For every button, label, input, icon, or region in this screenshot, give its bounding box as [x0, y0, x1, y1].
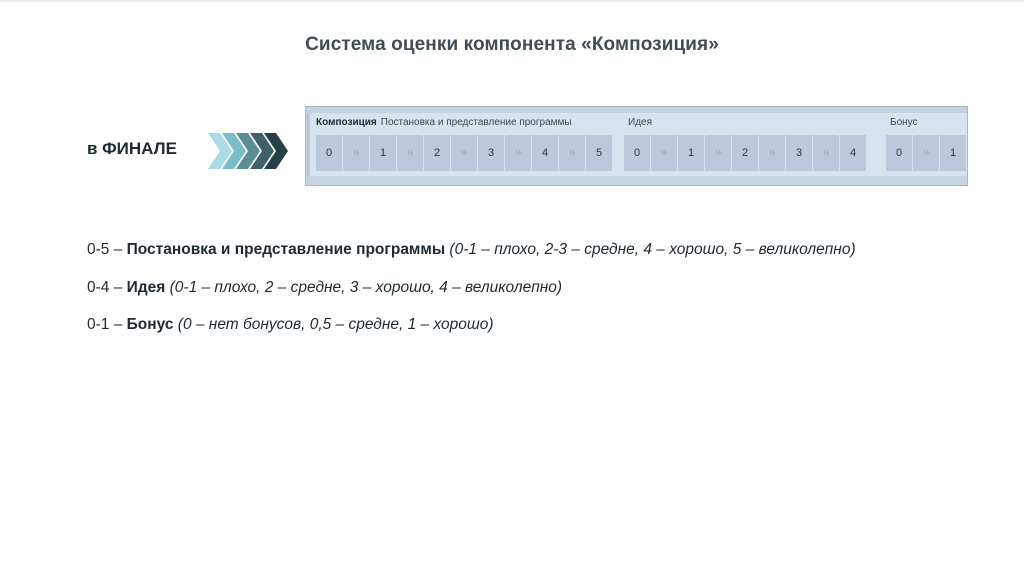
- top-border-line: [0, 0, 1024, 2]
- scoresheet-left-edge: [306, 113, 310, 177]
- rule-description: (0 – нет бонусов, 0,5 – средне, 1 – хорошо): [177, 316, 494, 333]
- rule-range: 0-1 –: [87, 316, 123, 333]
- score-cell: 1: [678, 135, 704, 171]
- group-title: Бонус: [890, 117, 918, 128]
- rule-description: (0-1 – плохо, 2-3 – средне, 4 – хорошо, 5 – великолепно): [449, 241, 856, 258]
- scoresheet-group-bonus: [886, 115, 967, 171]
- group-header: [886, 115, 967, 135]
- group-header: [316, 115, 613, 135]
- chevron-arrows-icon: [208, 133, 292, 169]
- score-cell: 0: [624, 135, 650, 171]
- rule-line: [87, 279, 856, 317]
- score-cell-half: ½: [759, 135, 785, 171]
- rules-list: [87, 241, 856, 354]
- score-cell-half: ½: [397, 135, 423, 171]
- score-cell-half: ½: [343, 135, 369, 171]
- scoresheet-group-composition: [316, 115, 613, 171]
- score-cell: 2: [732, 135, 758, 171]
- rule-line: [87, 316, 856, 354]
- group-title: Постановка и представление программы: [380, 117, 572, 128]
- score-cell: 0: [316, 135, 342, 171]
- rule-line: [87, 241, 856, 279]
- scoresheet-image: [305, 106, 968, 186]
- rule-name: Бонус: [126, 316, 174, 333]
- score-cell: 2: [424, 135, 450, 171]
- score-cell-half: ½: [913, 135, 939, 171]
- score-cell-half: ½: [505, 135, 531, 171]
- scoresheet-group-idea: [624, 115, 867, 171]
- score-cell: 4: [840, 135, 866, 171]
- score-cell: 1: [370, 135, 396, 171]
- group-title-bold: Композиция: [316, 117, 377, 128]
- final-label: в ФИНАЛЕ: [87, 139, 177, 158]
- score-cell: 5: [586, 135, 612, 171]
- slide-title: Система оценки компонента «Композиция»: [305, 34, 719, 55]
- score-cell: 0: [886, 135, 912, 171]
- score-cell-half: ½: [813, 135, 839, 171]
- scoresheet-bottom-bar: [306, 176, 967, 185]
- score-cell: 1: [940, 135, 966, 171]
- rule-name: Постановка и представление программы: [126, 241, 446, 258]
- score-cell-half: ½: [451, 135, 477, 171]
- scoresheet-top-bar: [306, 107, 967, 113]
- score-cell-half: ½: [651, 135, 677, 171]
- rule-range: 0-4 –: [87, 278, 123, 296]
- score-cell: 4: [532, 135, 558, 171]
- score-cell: 3: [478, 135, 504, 171]
- group-title: Идея: [628, 117, 652, 128]
- rule-range: 0-5 –: [87, 241, 123, 258]
- score-cell: 3: [786, 135, 812, 171]
- rule-description: (0-1 – плохо, 2 – средне, 3 – хорошо, 4 – великолепно): [169, 278, 563, 296]
- score-cell-half: ½: [705, 135, 731, 171]
- score-cell-half: ½: [559, 135, 585, 171]
- group-header: [624, 115, 867, 135]
- rule-name: Идея: [126, 278, 166, 296]
